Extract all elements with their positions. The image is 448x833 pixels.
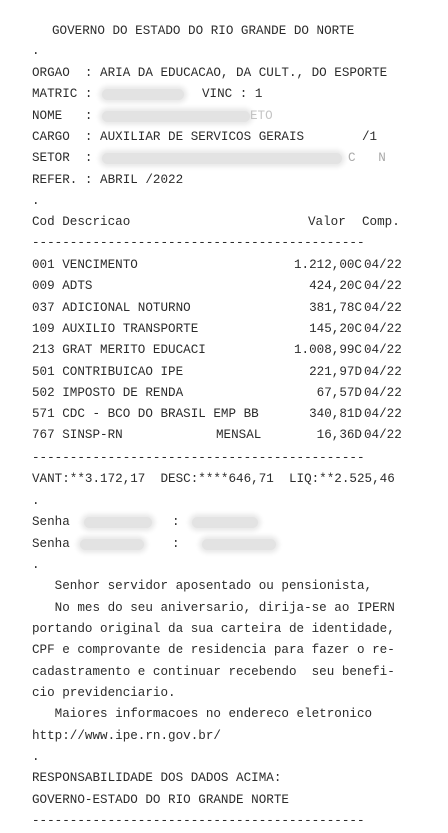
footer-line: GOVERNO-ESTADO DO RIO GRANDE NORTE [32, 793, 289, 807]
nome-label: NOME : [32, 109, 93, 123]
table-row-comp: 04/22 [364, 407, 402, 421]
document-title: GOVERNO DO ESTADO DO RIO GRANDE DO NORTE [52, 24, 355, 38]
column-header-valor: Valor [308, 215, 346, 229]
table-row-description: 037 ADICIONAL NOTURNO [32, 301, 191, 315]
footer-line: RESPONSABILIDADE DOS DADOS ACIMA: [32, 771, 282, 785]
table-row-valor: 1.212,00C [293, 258, 362, 272]
table-row-valor: 221,97D [309, 365, 362, 379]
message-line: CPF e comprovante de residencia para fazer o re- [32, 643, 395, 657]
senha-colon-1: : [172, 515, 180, 529]
table-row-description: 109 AUXILIO TRANSPORTE [32, 322, 199, 336]
dot-line: . [32, 194, 40, 208]
website-url: http://www.ipe.rn.gov.br/ [32, 729, 221, 743]
redacted-senha-1 [84, 517, 152, 528]
matric-label: MATRIC : [32, 87, 93, 101]
table-row-description: 767 SINSP-RN [32, 428, 123, 442]
cargo-suffix: /1 [362, 130, 378, 144]
orgao-line: ORGAO : ARIA DA EDUCACAO, DA CULT., DO ESPORTE [32, 66, 388, 80]
cargo-line: CARGO : AUXILIAR DE SERVICOS GERAIS [32, 130, 305, 144]
table-row-comp: 04/22 [364, 322, 402, 336]
table-row-description: 501 CONTRIBUICAO IPE [32, 365, 184, 379]
message-line: No mes do seu aniversario, dirija-se ao IPERN [32, 601, 395, 615]
table-row-valor: 340,81D [309, 407, 362, 421]
bottom-separator: -------------------------------------------- [32, 814, 365, 828]
dot-line: . [32, 44, 40, 58]
setor-tail: C N [348, 151, 386, 165]
table-row-comp: 04/22 [364, 343, 402, 357]
setor-label: SETOR : [32, 151, 93, 165]
totals-line: VANT:**3.172,17 DESC:****646,71 LIQ:**2.525,46 [32, 472, 395, 486]
message-line: cadastramento e continuar recebendo seu benefi- [32, 665, 395, 679]
message-line: Maiores informacoes no endereco eletronico [32, 707, 373, 721]
table-row-description: 213 GRAT MERITO EDUCACI [32, 343, 206, 357]
redacted-senha-value-1 [192, 517, 258, 528]
table-row-comp: 04/22 [364, 365, 402, 379]
table-separator: -------------------------------------------- [32, 451, 365, 465]
table-row-valor: 381,78C [309, 301, 362, 315]
table-row-comp: 04/22 [364, 386, 402, 400]
column-header-cod-descricao: Cod Descricao [32, 215, 131, 229]
table-row-description: 001 VENCIMENTO [32, 258, 138, 272]
senha-label-1: Senha [32, 515, 70, 529]
redacted-senha-2 [80, 539, 144, 550]
message-line: cio previdenciario. [32, 686, 176, 700]
redacted-matric [102, 89, 184, 100]
table-row-description: 009 ADTS [32, 279, 93, 293]
table-row-comp: 04/22 [364, 301, 402, 315]
column-header-comp: Comp. [362, 215, 400, 229]
table-row-valor: 145,20C [309, 322, 362, 336]
message-line: Senhor servidor aposentado ou pensionista, [32, 579, 373, 593]
table-row-valor: 16,36D [316, 428, 362, 442]
table-separator: -------------------------------------------- [32, 236, 365, 250]
table-row-description: 571 CDC - BCO DO BRASIL EMP BB [32, 407, 259, 421]
table-row-comp: 04/22 [364, 428, 402, 442]
redacted-nome [102, 111, 250, 122]
redacted-senha-value-2 [202, 539, 276, 550]
dot-line: . [32, 558, 40, 572]
table-row-comp: 04/22 [364, 258, 402, 272]
redacted-setor [102, 153, 342, 164]
table-row-valor: 67,57D [316, 386, 362, 400]
nome-tail: ETO [250, 109, 273, 123]
table-row-valor: 424,20C [309, 279, 362, 293]
table-row-valor: 1.008,99C [293, 343, 362, 357]
table-row-description: 502 IMPOSTO DE RENDA [32, 386, 184, 400]
table-row-comp: 04/22 [364, 279, 402, 293]
dot-line: . [32, 750, 40, 764]
refer-line: REFER. : ABRIL /2022 [32, 173, 184, 187]
message-line: portando original da sua carteira de identidade, [32, 622, 395, 636]
senha-label-2: Senha [32, 537, 70, 551]
dot-line: . [32, 494, 40, 508]
table-row-extra: MENSAL [216, 428, 262, 442]
vinc-label: VINC : 1 [202, 87, 263, 101]
senha-colon-2: : [172, 537, 180, 551]
